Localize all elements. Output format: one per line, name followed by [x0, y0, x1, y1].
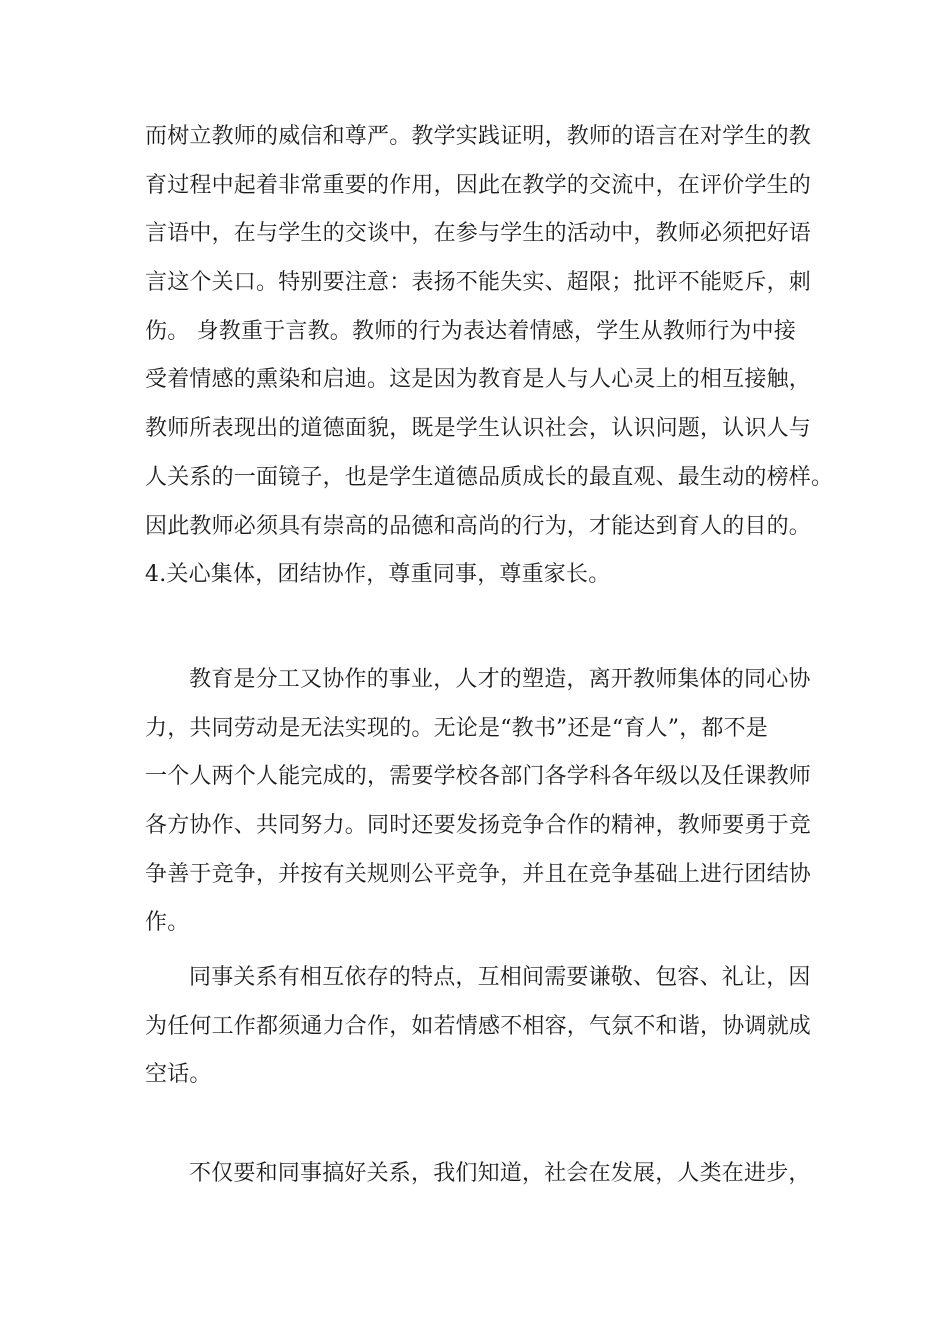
- text-line: 争善于竞争，并按有关规则公平竞争，并且在竞争基础上进行团结协: [145, 861, 812, 887]
- text-line: 为任何工作都须通力合作，如若情感不相容，气氛不和谐，协调就成: [145, 1013, 812, 1039]
- text-line: 伤。 身教重于言教。教师的行为表达着情感，学生从教师行为中接: [145, 318, 796, 344]
- text-line: 人关系的一面镜子，也是学生道德品质成长的最直观、最生动的榜样。: [145, 464, 834, 490]
- text-line: 育过程中起着非常重要的作用，因此在教学的交流中，在评价学生的: [145, 172, 812, 198]
- paragraph-teacher-language: [145, 113, 834, 600]
- text-line: 作。: [145, 910, 190, 936]
- paragraph-social-progress: [145, 1150, 810, 1199]
- text-line: 而树立教师的威信和尊严。教学实践证明，教师的语言在对学生的教: [145, 124, 812, 149]
- text-line: 教育是分工又协作的事业，人才的塑造，离开教师集体的同心协: [189, 667, 811, 692]
- text-line: 一个人两个人能完成的，需要学校各部门各学科各年级以及任课教师: [145, 764, 812, 790]
- paragraph-collaboration: [145, 656, 810, 948]
- section-heading: 4.关心集体，团结协作，尊重同事，尊重家长。: [145, 562, 611, 588]
- text-line: 空话。: [145, 1062, 212, 1088]
- text-line: 言这个关口。特别要注意：表扬不能失实、超限；批评不能贬斥，刺: [145, 270, 812, 296]
- text-line: 同事关系有相互依存的特点，互相间需要谦敬、包容、礼让，因: [189, 965, 811, 990]
- text-line: 因此教师必须具有崇高的品德和高尚的行为，才能达到育人的目的。: [145, 513, 812, 539]
- paragraph-colleague-relations: [145, 954, 810, 1100]
- text-line: 言语中，在与学生的交谈中，在参与学生的活动中，教师必须把好语: [145, 221, 812, 247]
- text-line: 不仅要和同事搞好关系，我们知道，社会在发展，人类在进步，: [189, 1161, 811, 1186]
- text-line: 各方协作、共同努力。同时还要发扬竞争合作的精神，教师要勇于竞: [145, 813, 812, 839]
- text-line: 教师所表现出的道德面貌，既是学生认识社会，认识问题，认识人与: [145, 416, 812, 442]
- text-line: 受着情感的熏染和启迪。这是因为教育是人与人心灵上的相互接触，: [145, 367, 812, 393]
- text-line: 力，共同劳动是无法实现的。无论是“教书”还是“育人”，都不是: [145, 715, 768, 741]
